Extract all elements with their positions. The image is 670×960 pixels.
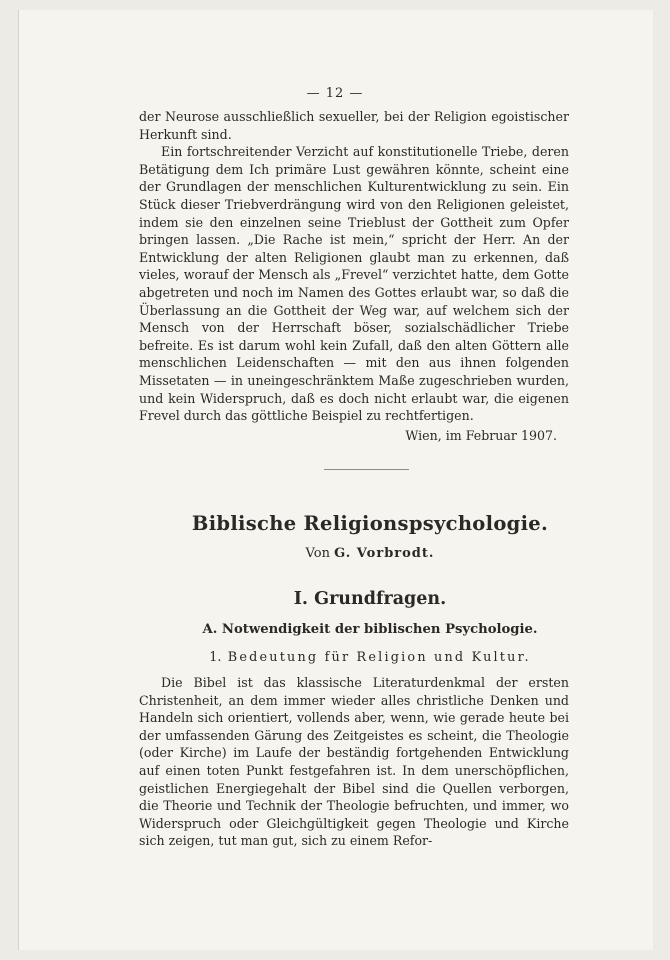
author-name: G. Vorbrodt. [334, 546, 435, 561]
article-title: Biblische Religionspsychologie. [191, 512, 549, 535]
article-paragraph-1: Die Bibel ist das klassische Literaturdenkmal der ersten Christenheit, an dem immer wieder alles christliche Denken und Handeln sich orientiert, vollends aber, wenn, wie gerade heute bei der umfassenden Gärung des Zeitgeistes es scheint, die Theologie (oder Kirche) im Laufe der beständig fortgehenden Entwicklung auf einen toten Punkt festgefahren ist. In dem unerschöpflichen, geistlichen Energiegehalt der Bibel sind die Quellen verborgen, die Theorie und Technik der Theologie befruchten, und immer, wo Widerspruch oder Gleichgültigkeit gegen Theologie und Kirche sich zeigen, tut man gut, sich zu einem Refor- [139, 675, 569, 849]
article-text [139, 674, 569, 850]
subsection-title: Bedeutung für Religion und Kultur. [227, 650, 531, 665]
section-heading: A. Notwendigkeit der biblischen Psychologie. [202, 622, 538, 637]
part-heading: I. Grundfragen. [293, 589, 447, 609]
preface-paragraph-1: der Neurose ausschließlich sexueller, bei der Religion egoistischer Herkunft sind. [139, 109, 569, 142]
subsection-heading [0, 650, 670, 665]
preface-paragraph-2: Ein fortschreitender Verzicht auf konstitutionelle Triebe, deren Betätigung dem Ich primäre Lust gewähren könnte, scheint eine der Grundlagen der menschlichen Kulturentwicklung zu sein. Ein Stück dieser Triebverdrängung wird von den Religionen geleistet, indem sie den einzelnen seine Trieblust der Gottheit zum Opfer bringen lassen. „Die Rache ist mein,“ spricht der Herr. An der Entwicklung der alten Religionen glaubt man zu erkennen, daß vieles, worauf der Mensch als „Frevel“ verzichtet hatte, dem Gotte abgetreten und noch im Namen des Gottes erlaubt war, so daß die Überlassung an die Gottheit der Weg war, auf welchem sich der Mensch von der Herrschaft böser, sozialschädlicher Triebe befreite. Es ist darum wohl kein Zufall, daß den alten Göttern alle menschlichen Leidenschaften — mit den aus ihnen folgenden Missetaten — in uneingeschränktem Maße zugeschrieben wurden, und kein Widerspruch, daß es doch nicht erlaubt war, die eigenen Frevel durch das göttliche Beispiel zu rechtfertigen. [139, 144, 569, 424]
author-prefix: Von [305, 546, 330, 561]
article-author [0, 546, 670, 561]
page-number: — 12 — [306, 86, 364, 101]
section-divider [324, 469, 409, 470]
subsection-number: 1. [209, 650, 222, 665]
preface-text [139, 108, 569, 444]
preface-signature: Wien, im Februar 1907. [405, 427, 557, 443]
